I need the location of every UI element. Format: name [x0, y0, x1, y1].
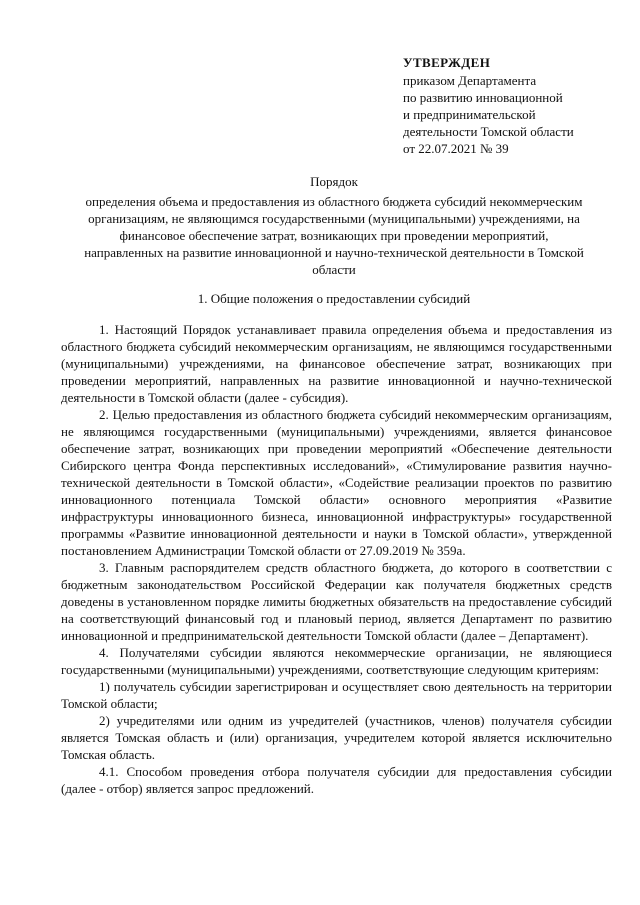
paragraph-4: 4. Получателями субсидии являются некоммерческие организации, не являющиеся государственными (муниципальными) учреждениями, соответствующие следующим критериям:	[61, 645, 612, 677]
approval-line: и предпринимательской	[403, 107, 536, 122]
paragraph-1: 1. Настоящий Порядок устанавливает правила определения объема и предоставления из областного бюджета субсидий некоммерческим организациям, не являющимся государственными (муниципальными) учреждениями, на финансовое обеспечение затрат, возникающих при проведении мероприятий, направленных на развитие инновационной и научно-технической деятельности в Томской области (далее - субсидия).	[61, 322, 612, 405]
approval-line: деятельности Томской области	[403, 124, 574, 139]
document-title-block	[56, 173, 612, 278]
paragraph-4-1: 4.1. Способом проведения отбора получателя субсидии для предоставления субсидии (далее - отбор) является запрос предложений.	[61, 764, 612, 796]
approval-stamp	[403, 54, 623, 157]
document-subtitle-line: направленных на развитие инновационной и научно-технической деятельности в Томской	[84, 245, 584, 260]
document-title: Порядок	[310, 174, 358, 189]
document-subtitle-line: определения объема и предоставления из областного бюджета субсидий некоммерческим	[85, 194, 583, 209]
paragraph-3: 3. Главным распорядителем средств областного бюджета, до которого в соответствии с бюджетным законодательством Российской Федерации как получателя бюджетных средств доведены в установленном порядке лимиты бюджетных обязательств на предоставление субсидий на соответствующий финансовый год и плановый период, является Департамент по развитию инновационной и предпринимательской деятельности Томской области (далее – Департамент).	[61, 560, 612, 643]
document-subtitle-line: области	[312, 262, 356, 277]
approval-line: приказом Департамента	[403, 73, 537, 88]
document-body	[61, 321, 612, 797]
paragraph-2: 2. Целью предоставления из областного бюджета субсидий некоммерческим организациям, не являющимся государственными (муниципальными) учреждениями, является финансовое обеспечение затрат, возникающих при проведении мероприятий «Обеспечение деятельности Сибирского центра Фонда перспективных исследований», «Стимулирование развития научно-технической деятельности в Томской области», «Содействие реализации проектов по развитию инновационного потенциала Томской области» основного мероприятия «Развитие инфраструктуры инновационного бизнеса, инновационной инфраструктуры» государственной программы «Развитие инновационной деятельности и науки в Томской области», утвержденной постановлением Администрации Томской области от 27.09.2019 № 359а.	[61, 407, 612, 558]
section-heading: 1. Общие положения о предоставлении субсидий	[197, 291, 471, 306]
document-subtitle-line: финансовое обеспечение затрат, возникающих при проведении мероприятий,	[119, 228, 549, 243]
approval-line: от 22.07.2021 № 39	[403, 141, 509, 156]
approval-line: по развитию инновационной	[403, 90, 563, 105]
criterion-1: 1) получатель субсидии зарегистрирован и осуществляет свою деятельность на территории Томской области;	[61, 679, 612, 711]
approval-heading: УТВЕРЖДЕН	[403, 55, 491, 70]
document-subtitle-line: организациям, не являющимся государственными (муниципальными) учреждениями, на	[88, 211, 580, 226]
criterion-2: 2) учредителями или одним из учредителей (участников, членов) получателя субсидии является Томская область и (или) организация, учредителем которой является исключительно Томская область.	[61, 713, 612, 762]
